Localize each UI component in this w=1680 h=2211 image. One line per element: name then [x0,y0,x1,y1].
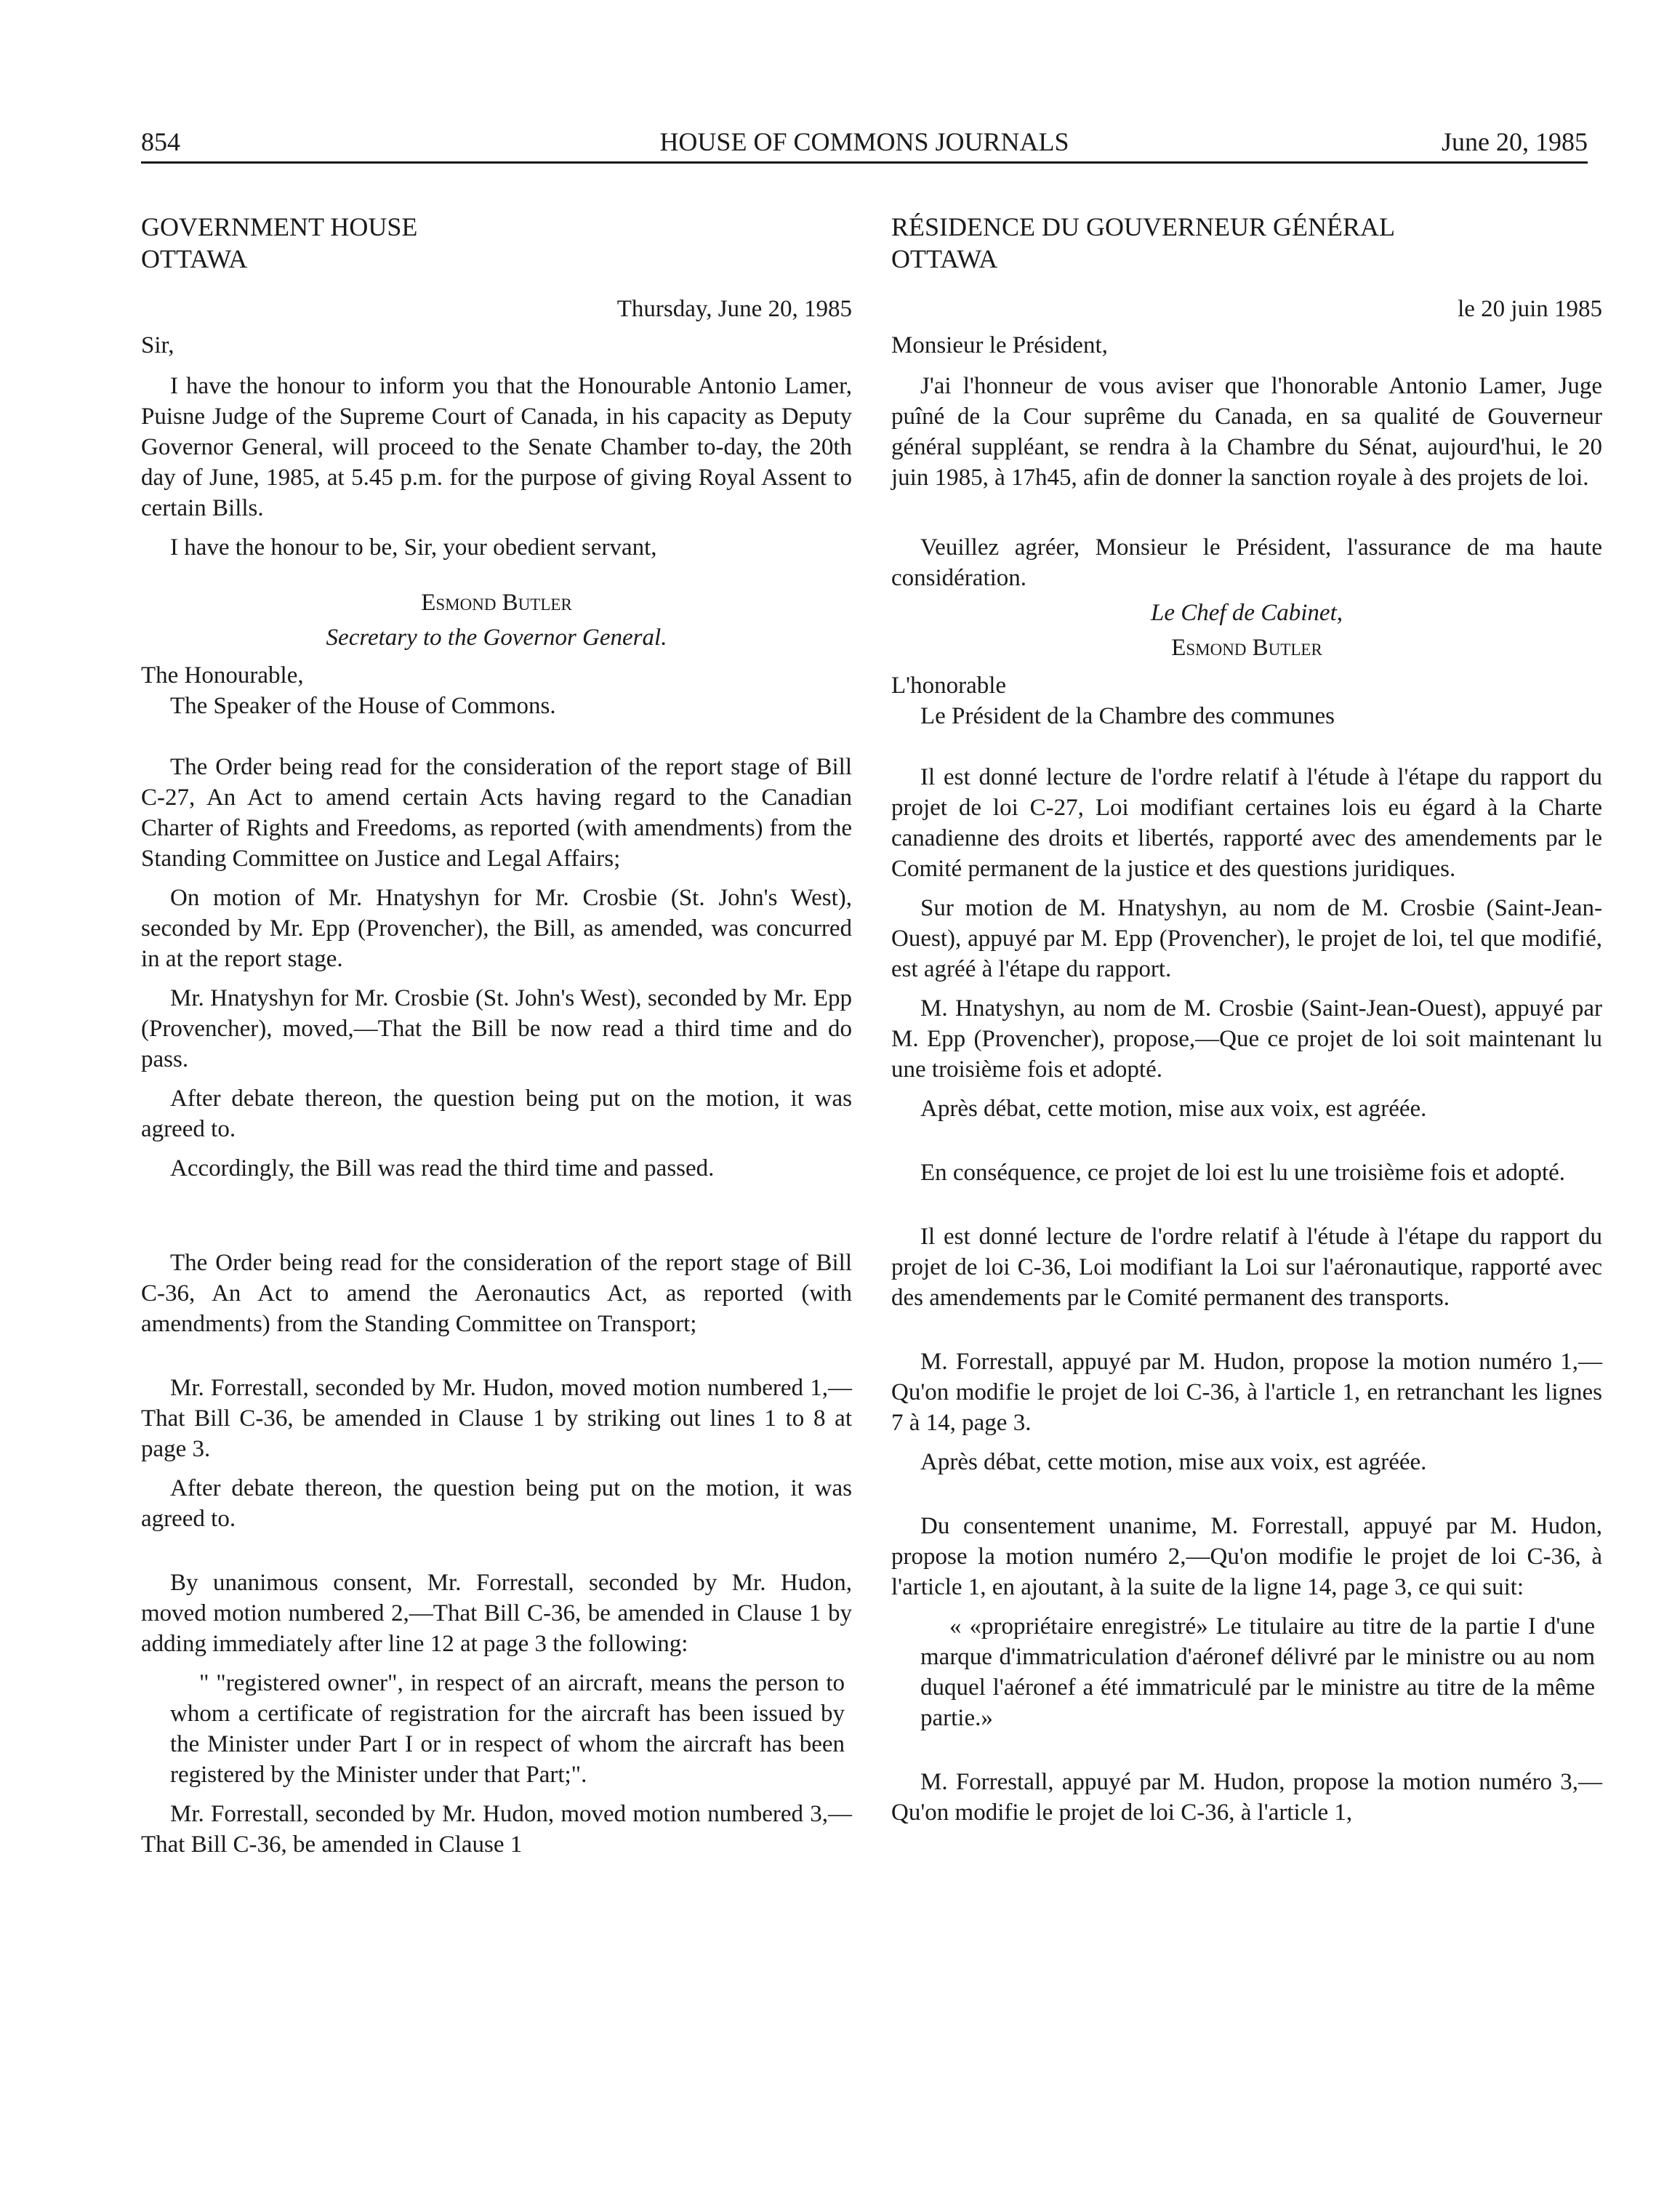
letter-closing: I have the honour to be, Sir, your obedient servant, [170,534,657,561]
signature-title-fr: Le Chef de Cabinet, [1151,600,1343,626]
c27-debate-paragraph-fr: Après débat, cette motion, mise aux voix, est agréée. [920,1096,1427,1122]
letter-body: I have the honour to inform you that the Honourable Antonio Lamer, Puisne Judge of the Supreme Court of Canada, in his capacity as Deputy Governor General, will proceed to the Senate Chamber to-day, the 20th day of June, 1985, at 5.45 p.m. for the purpose of giving Royal Assent to certain Bills. [141,373,852,521]
c36-motion3-paragraph: Mr. Forrestall, seconded by Mr. Hudon, moved motion numbered 3,—That Bill C-36, be amended in Clause 1 [141,1801,852,1858]
c27-motion-paragraph: On motion of Mr. Hnatyshyn for Mr. Crosbie (St. John's West), seconded by Mr. Epp (Provencher), the Bill, as amended, was concurred in at the report stage. [141,885,852,972]
journal-title: HOUSE OF COMMONS JOURNALS [659,127,1069,156]
signature-title: Secretary to the Governor General. [326,625,667,651]
c36-order-paragraph: The Order being read for the consideration of the report stage of Bill C-36, An Act to amend the Aeronautics Act, as reported (with amendments) from the Standing Committee on Transport; [141,1250,852,1337]
c27-order-paragraph: The Order being read for the consideration of the report stage of Bill C-27, An Act to amend certain Acts having regard to the Canadian Charter of Rights and Freedoms, as reported (with amendments) from the Standing Committee on Justice and Legal Affairs; [141,754,852,872]
addressee-line1: The Honourable, [141,662,304,689]
signature-name: Esmond Butler [421,590,572,616]
c36-debate-paragraph: After debate thereon, the question being put on the motion, it was agreed to. [141,1475,852,1532]
english-column [141,211,852,1860]
letter-date: Thursday, June 20, 1985 [616,296,852,322]
addressee-line2-fr: Le Président de la Chambre des communes [920,703,1335,729]
addressee-line2: The Speaker of the House of Commons. [170,693,556,719]
c36-motion2-paragraph: By unanimous consent, Mr. Forrestall, seconded by Mr. Hudon, moved motion numbered 2,—That Bill C-36, be amended in Clause 1 by adding immediately after line 12 at page 3 the following: [141,1570,852,1657]
letter-body-fr: J'ai l'honneur de vous aviser que l'honorable Antonio Lamer, Juge puîné de la Cour suprême du Canada, en sa qualité de Gouverneur général suppléant, se rendra à la Chambre du Sénat, aujourd'hui, le 20 juin 1985, à 17h45, afin de donner la sanction royale à des projets de loi. [891,373,1602,491]
addressee-line1-fr: L'honorable [891,673,1007,699]
signature-name-fr: Esmond Butler [1171,635,1322,661]
letter-closing-fr: Veuillez agréer, Monsieur le Président, l'assurance de ma haute considération. [891,534,1602,591]
c36-motion1-paragraph: Mr. Forrestall, seconded by Mr. Hudon, moved motion numbered 1,—That Bill C-36, be amended in Clause 1 by striking out lines 1 to 8 at page 3. [141,1375,852,1462]
letterhead-line2: OTTAWA [141,244,248,273]
c27-debate-paragraph: After debate thereon, the question being put on the motion, it was agreed to. [141,1086,852,1142]
letterhead-line2-fr: OTTAWA [891,244,998,273]
c27-third-reading-paragraph: Mr. Hnatyshyn for Mr. Crosbie (St. John's West), seconded by Mr. Epp (Provencher), moved,—That the Bill be now read a third time and do pass. [141,985,852,1072]
c36-debate-paragraph-fr: Après débat, cette motion, mise aux voix, est agréée. [920,1449,1427,1475]
french-column [891,211,1602,1828]
c36-quoted-definition: " "registered owner", in respect of an aircraft, means the person to whom a certificate of registration for the aircraft has been issued by the Minister under Part I or in respect of whom the aircraft has been registered by the Minister under that Part;". [170,1670,845,1788]
c27-third-reading-paragraph-fr: M. Hnatyshyn, au nom de M. Crosbie (Saint-Jean-Ouest), appuyé par M. Epp (Provencher), propose,—Que ce projet de loi soit maintenant lu une troisième fois et adopté. [891,995,1602,1083]
header-date: June 20, 1985 [1442,127,1588,156]
c36-quoted-definition-fr: « «propriétaire enregistré» Le titulaire au titre de la partie I d'une marque d'immatriculation d'aéronef délivré par le ministre ou au nom duquel l'aéronef a été immatriculé par le ministre au titre de la même partie.» [920,1613,1595,1731]
c36-order-paragraph-fr: Il est donné lecture de l'ordre relatif à l'étude à l'étape du rapport du projet de loi C-36, Loi modifiant la Loi sur l'aéronautique, rapporté avec des amendements par le Comité permanent des transports. [891,1224,1602,1311]
c36-motion1-paragraph-fr: M. Forrestall, appuyé par M. Hudon, propose la motion numéro 1,—Qu'on modifie le projet de loi C-36, à l'article 1, en retranchant les lignes 7 à 14, page 3. [891,1349,1602,1436]
c27-motion-paragraph-fr: Sur motion de M. Hnatyshyn, au nom de M. Crosbie (Saint-Jean-Ouest), appuyé par M. Epp (Provencher), le projet de loi, tel que modifié, est agréé à l'étape du rapport. [891,895,1602,982]
salutation-fr: Monsieur le Président, [891,332,1108,358]
letter-date-fr: le 20 juin 1985 [1458,296,1602,322]
page-header [141,125,1588,164]
salutation: Sir, [141,332,174,358]
letterhead-line1-fr: RÉSIDENCE DU GOUVERNEUR GÉNÉRAL [891,212,1395,241]
page-number: 854 [141,127,180,156]
c36-motion3-paragraph-fr: M. Forrestall, appuyé par M. Hudon, propose la motion numéro 3,—Qu'on modifie le projet de loi C-36, à l'article 1, [891,1769,1602,1826]
c27-order-paragraph-fr: Il est donné lecture de l'ordre relatif à l'étude à l'étape du rapport du projet de loi C-27, Loi modifiant certaines lois eu égard à la Charte canadienne des droits et libertés, rapporté avec des amendements par le Comité permanent de la justice et des questions juridiques. [891,764,1602,882]
c36-motion2-paragraph-fr: Du consentement unanime, M. Forrestall, appuyé par M. Hudon, propose la motion numéro 2,—Qu'on modifie le projet de loi C-36, à l'article 1, en ajoutant, à la suite de la ligne 14, page 3, ce qui suit: [891,1513,1602,1600]
c27-passed-paragraph: Accordingly, the Bill was read the third time and passed. [170,1155,715,1181]
letterhead-line1: GOVERNMENT HOUSE [141,212,418,241]
c27-passed-paragraph-fr: En conséquence, ce projet de loi est lu une troisième fois et adopté. [920,1160,1566,1186]
